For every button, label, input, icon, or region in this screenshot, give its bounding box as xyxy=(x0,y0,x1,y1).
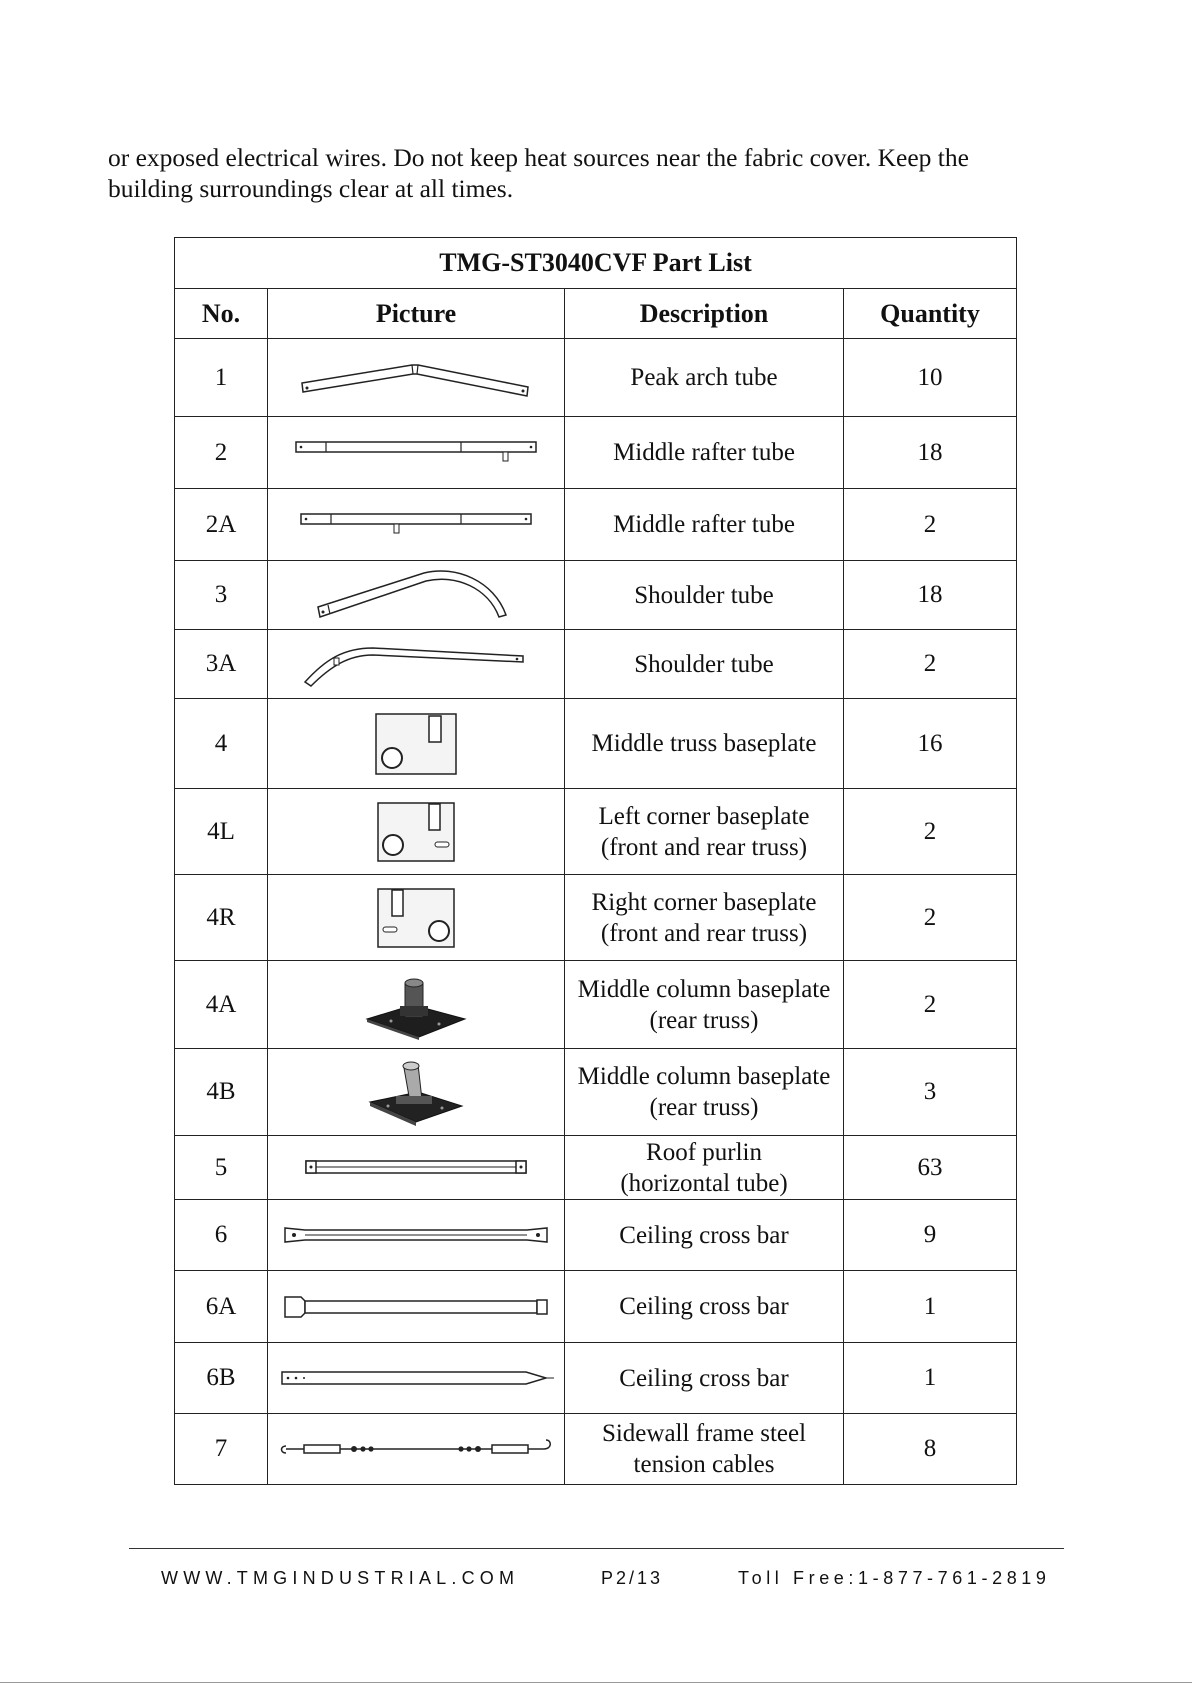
part-quantity: 18 xyxy=(844,417,1017,489)
part-description: Middle rafter tube xyxy=(565,489,844,561)
middle-column-baseplate-icon xyxy=(361,969,471,1041)
part-description: Middle column baseplate (rear truss) xyxy=(565,961,844,1049)
header-no: No. xyxy=(175,289,268,339)
part-quantity: 16 xyxy=(844,699,1017,789)
part-picture xyxy=(268,875,565,961)
middle-rafter-tube-icon xyxy=(291,436,541,470)
part-picture xyxy=(268,1414,565,1485)
part-description: Middle truss baseplate xyxy=(565,699,844,789)
table-row xyxy=(175,630,1017,699)
part-number: 4A xyxy=(175,961,268,1049)
part-picture xyxy=(268,1136,565,1200)
intro-line-1: or exposed electrical wires. Do not keep heat sources near the fabric cover. Keep the xyxy=(108,143,969,172)
table-row xyxy=(175,1343,1017,1414)
left-corner-baseplate-icon xyxy=(376,801,456,863)
part-quantity: 2 xyxy=(844,789,1017,875)
footer-phone: Toll Free:1-877-761-2819 xyxy=(738,1568,1051,1588)
page-bottom-edge xyxy=(0,1682,1192,1683)
part-number: 7 xyxy=(175,1414,268,1485)
part-number: 4 xyxy=(175,699,268,789)
part-picture xyxy=(268,1200,565,1271)
part-quantity: 18 xyxy=(844,561,1017,630)
table-row xyxy=(175,489,1017,561)
part-number: 2A xyxy=(175,489,268,561)
part-picture xyxy=(268,789,565,875)
part-picture xyxy=(268,630,565,699)
middle-truss-baseplate-icon xyxy=(374,712,458,776)
tension-cable-icon xyxy=(276,1438,556,1460)
part-quantity: 2 xyxy=(844,875,1017,961)
table-row xyxy=(175,1200,1017,1271)
middle-column-baseplate-b-icon xyxy=(366,1056,466,1128)
part-picture xyxy=(268,699,565,789)
part-quantity: 63 xyxy=(844,1136,1017,1200)
middle-rafter-tube-a-icon xyxy=(296,508,536,542)
part-number: 3 xyxy=(175,561,268,630)
part-quantity: 10 xyxy=(844,339,1017,417)
ceiling-cross-bar-b-icon xyxy=(278,1368,554,1388)
part-number: 4B xyxy=(175,1049,268,1136)
header-picture: Picture xyxy=(268,289,565,339)
header-description: Description xyxy=(565,289,844,339)
part-description: Shoulder tube xyxy=(565,561,844,630)
footer-website: WWW.TMGINDUSTRIAL.COM xyxy=(161,1568,520,1588)
part-description: Sidewall frame steel tension cables xyxy=(565,1414,844,1485)
part-number: 6A xyxy=(175,1271,268,1343)
shoulder-tube-a-icon xyxy=(301,638,531,690)
intro-paragraph xyxy=(108,142,1088,204)
table-row xyxy=(175,339,1017,417)
part-quantity: 3 xyxy=(844,1049,1017,1136)
table-row xyxy=(175,1136,1017,1200)
part-description: Ceiling cross bar xyxy=(565,1200,844,1271)
part-description: Peak arch tube xyxy=(565,339,844,417)
table-row xyxy=(175,789,1017,875)
ceiling-cross-bar-a-icon xyxy=(281,1294,551,1320)
part-picture xyxy=(268,1343,565,1414)
part-quantity: 1 xyxy=(844,1271,1017,1343)
part-description: Right corner baseplate (front and rear truss) xyxy=(565,875,844,961)
part-description: Ceiling cross bar xyxy=(565,1343,844,1414)
right-corner-baseplate-icon xyxy=(376,887,456,949)
table-row xyxy=(175,1271,1017,1343)
part-picture xyxy=(268,1049,565,1136)
part-number: 6B xyxy=(175,1343,268,1414)
part-description: Middle rafter tube xyxy=(565,417,844,489)
footer-page-number: P2/13 xyxy=(601,1568,664,1588)
table-row xyxy=(175,961,1017,1049)
part-quantity: 1 xyxy=(844,1343,1017,1414)
part-quantity: 2 xyxy=(844,961,1017,1049)
part-number: 2 xyxy=(175,417,268,489)
part-picture xyxy=(268,1271,565,1343)
part-number: 1 xyxy=(175,339,268,417)
part-number: 3A xyxy=(175,630,268,699)
part-picture xyxy=(268,961,565,1049)
shoulder-tube-icon xyxy=(306,567,526,623)
part-quantity: 2 xyxy=(844,489,1017,561)
part-picture xyxy=(268,417,565,489)
part-quantity: 2 xyxy=(844,630,1017,699)
table-row xyxy=(175,417,1017,489)
part-picture xyxy=(268,489,565,561)
part-number: 5 xyxy=(175,1136,268,1200)
part-number: 6 xyxy=(175,1200,268,1271)
part-description: Left corner baseplate (front and rear truss) xyxy=(565,789,844,875)
part-list-table xyxy=(174,237,1017,1485)
table-row xyxy=(175,561,1017,630)
peak-arch-tube-icon xyxy=(296,353,536,403)
part-description: Ceiling cross bar xyxy=(565,1271,844,1343)
part-description: Shoulder tube xyxy=(565,630,844,699)
part-quantity: 9 xyxy=(844,1200,1017,1271)
ceiling-cross-bar-icon xyxy=(281,1224,551,1246)
table-row xyxy=(175,1414,1017,1485)
roof-purlin-icon xyxy=(304,1157,528,1179)
table-row xyxy=(175,875,1017,961)
header-quantity: Quantity xyxy=(844,289,1017,339)
part-description: Middle column baseplate (rear truss) xyxy=(565,1049,844,1136)
part-number: 4L xyxy=(175,789,268,875)
intro-line-2: building surroundings clear at all times. xyxy=(108,174,514,203)
part-quantity: 8 xyxy=(844,1414,1017,1485)
table-row xyxy=(175,1049,1017,1136)
part-picture xyxy=(268,339,565,417)
table-row xyxy=(175,699,1017,789)
footer-divider xyxy=(129,1548,1064,1549)
part-number: 4R xyxy=(175,875,268,961)
table-title: TMG-ST3040CVF Part List xyxy=(175,238,1017,289)
part-description: Roof purlin (horizontal tube) xyxy=(565,1136,844,1200)
part-picture xyxy=(268,561,565,630)
